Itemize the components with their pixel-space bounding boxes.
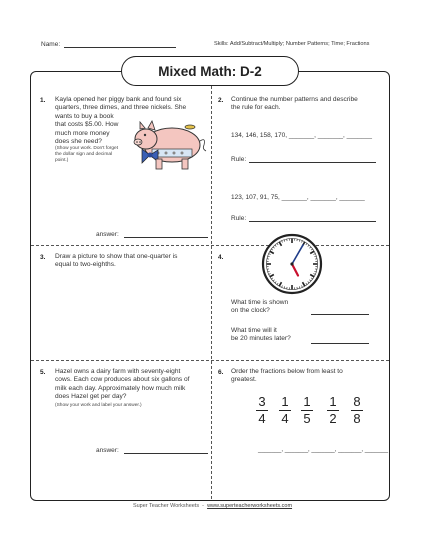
q2-rule-2-field[interactable] bbox=[249, 221, 376, 222]
q3-text: Draw a picture to show that one-quarter is equal to two-eighths. bbox=[55, 253, 178, 269]
column-divider bbox=[211, 86, 212, 499]
q5-answer-label: answer: bbox=[96, 447, 119, 454]
q2-number: 2. bbox=[218, 97, 224, 104]
piggy-bank-icon bbox=[130, 115, 210, 177]
q6-number: 6. bbox=[218, 369, 224, 376]
q2-rule-2-label: Rule: bbox=[231, 215, 247, 222]
fraction-3-4: 3 4 bbox=[256, 395, 268, 426]
skills-text: Skills: Add/Subtract/Multiply; Number Patterns; Time; Fractions bbox=[214, 41, 370, 47]
name-label: Name: bbox=[41, 41, 61, 48]
q5-text: Hazel owns a dairy farm with seventy-eight cows. Each cow produces about six gallons of milk each day. Approximately how much milk does Hazel get per day? bbox=[55, 368, 190, 401]
q5-number: 5. bbox=[40, 369, 46, 376]
footer-sep: - bbox=[202, 503, 204, 509]
q4-shown-text: What time is shown on the clock? bbox=[231, 299, 289, 315]
q1-line: does she need? bbox=[55, 138, 102, 146]
q1-answer-field[interactable] bbox=[124, 237, 208, 238]
q1-line: much more money bbox=[55, 129, 110, 137]
q4-number: 4. bbox=[218, 254, 224, 261]
fraction-1-4: 1 4 bbox=[279, 395, 291, 426]
q1-line: that costs $5.00. How bbox=[55, 121, 119, 129]
footer bbox=[0, 503, 425, 509]
fraction-1-5: 1 5 bbox=[301, 395, 313, 426]
q2-pattern-1: 134, 146, 158, 170, _______, _______, _______ bbox=[231, 132, 372, 139]
row-divider-1 bbox=[31, 245, 389, 246]
q5-answer-field[interactable] bbox=[124, 453, 208, 454]
footer-brand: Super Teacher Worksheets bbox=[132, 503, 200, 509]
q4-shown-answer-field[interactable] bbox=[311, 314, 369, 315]
q6-text: Order the fractions below from least to greatest. bbox=[231, 368, 343, 384]
q4-later-answer-field[interactable] bbox=[311, 343, 369, 344]
q1-number: 1. bbox=[40, 97, 46, 104]
page-title: Mixed Math: D-2 bbox=[158, 63, 262, 79]
q3-number: 3. bbox=[40, 254, 46, 261]
name-field[interactable] bbox=[64, 47, 176, 48]
q6-answer-blanks[interactable]: _______, _______, _______, _______, _______ bbox=[258, 447, 389, 453]
q2-pattern-2: 123, 107, 91, 75, _______, _______, _______ bbox=[231, 194, 365, 201]
q2-text: Continue the number patterns and describe the rule for each. bbox=[231, 96, 358, 112]
q2-rule-1-label: Rule: bbox=[231, 156, 247, 163]
fraction-1-2: 1 2 bbox=[327, 395, 339, 426]
footer-url[interactable]: www.superteacherworksheets.com bbox=[207, 503, 293, 509]
q2-rule-1-field[interactable] bbox=[249, 162, 376, 163]
clock-icon bbox=[261, 233, 323, 295]
q1-line: wants to buy a book bbox=[55, 112, 114, 120]
title-badge bbox=[121, 56, 299, 86]
q3-drawing-area[interactable] bbox=[35, 275, 207, 355]
q1-note: (Show your work. Don't forget the dollar sign and decimal point.) bbox=[55, 146, 119, 163]
q1-line: Kayla opened her piggy bank and found six bbox=[55, 96, 182, 103]
q5-note: (Show your work and label your answer.) bbox=[55, 403, 142, 408]
q4-later-text: What time will it be 20 minutes later? bbox=[231, 327, 291, 343]
q1-line: quarters, three dimes, and three nickels. She bbox=[55, 104, 187, 112]
row-divider-2 bbox=[31, 360, 389, 361]
fraction-8-8: 8 8 bbox=[351, 395, 363, 426]
q1-answer-label: answer: bbox=[96, 231, 119, 238]
